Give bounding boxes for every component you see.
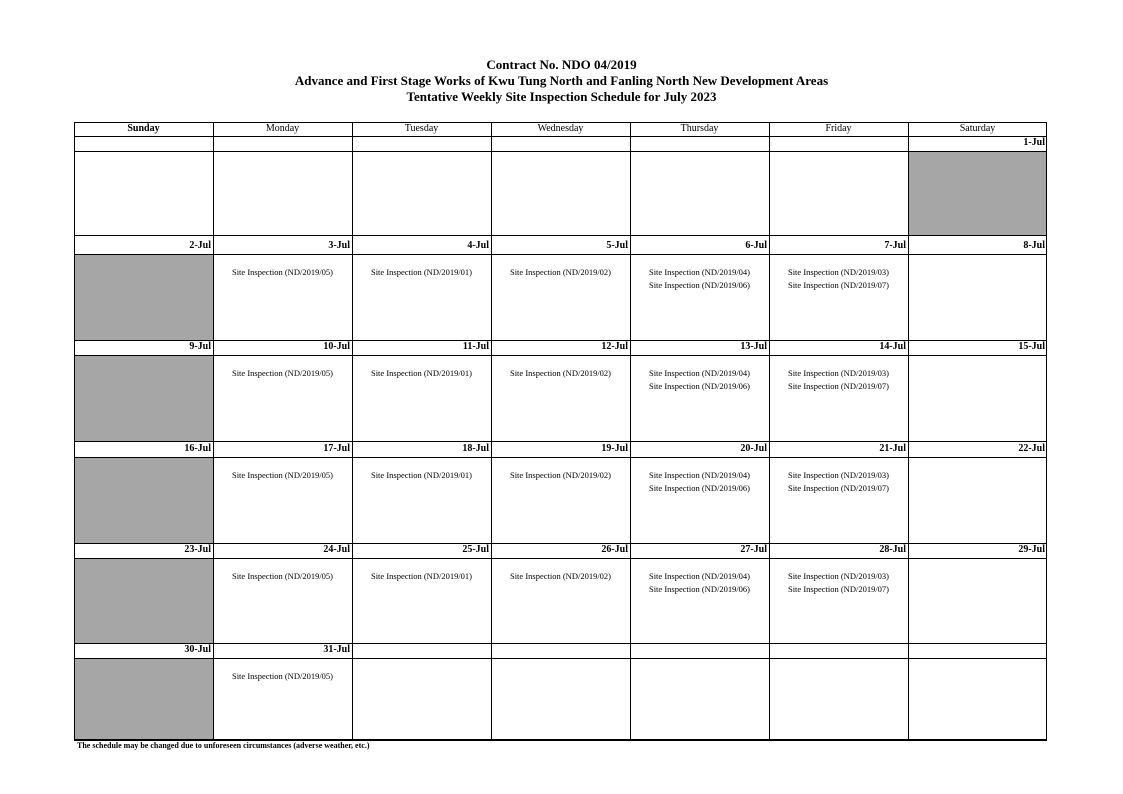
site-inspection-event: Site Inspection (ND/2019/07) — [787, 279, 890, 290]
day-date-label: 6-Jul — [745, 240, 767, 251]
day-cell — [769, 355, 908, 441]
day-cell — [769, 254, 908, 340]
day-date-label: 28-Jul — [879, 544, 906, 555]
day-date-label: 10-Jul — [323, 341, 350, 352]
day-date-label: 11-Jul — [462, 341, 489, 352]
grid-vline — [213, 122, 214, 740]
grid-hline — [74, 558, 1047, 559]
site-inspection-event: Site Inspection (ND/2019/07) — [787, 482, 890, 493]
grid-hline — [74, 355, 1047, 356]
day-cell — [908, 457, 1047, 543]
day-date-label: 18-Jul — [462, 443, 489, 454]
grid-vline — [769, 122, 770, 740]
footnote: The schedule may be changed due to unforeseen circumstances (adverse weather, etc.) — [77, 741, 370, 750]
day-cell — [769, 151, 908, 235]
day-cell — [213, 558, 352, 643]
weekday-header-friday: Friday — [825, 123, 852, 134]
weekday-header-saturday: Saturday — [959, 123, 996, 134]
event-list — [769, 570, 908, 595]
day-cell — [908, 558, 1047, 643]
day-date-label — [352, 643, 491, 657]
day-date-label: 7-Jul — [884, 240, 906, 251]
event-list — [213, 469, 352, 482]
day-cell — [908, 658, 1047, 740]
day-cell — [213, 658, 352, 740]
day-date-label: 2-Jul — [189, 240, 211, 251]
day-cell — [630, 658, 769, 740]
day-date-label: 22-Jul — [1018, 443, 1045, 454]
day-date-label — [769, 643, 908, 657]
day-date-label: 27-Jul — [740, 544, 767, 555]
day-date-label: 4-Jul — [467, 240, 489, 251]
day-date-label — [630, 643, 769, 657]
day-date-label — [491, 643, 630, 657]
grid-hline — [74, 457, 1047, 458]
day-date-label: 1-Jul — [1023, 137, 1045, 148]
event-list — [630, 570, 769, 595]
site-inspection-event: Site Inspection (ND/2019/04) — [648, 267, 751, 277]
day-cell — [908, 355, 1047, 441]
site-inspection-event: Site Inspection (ND/2019/05) — [231, 368, 334, 378]
site-inspection-event: Site Inspection (ND/2019/05) — [231, 571, 334, 581]
day-cell — [769, 457, 908, 543]
grid-vline — [1046, 122, 1047, 740]
day-cell — [630, 355, 769, 441]
site-inspection-event: Site Inspection (ND/2019/04) — [648, 470, 751, 480]
day-date-label: 17-Jul — [323, 443, 350, 454]
site-inspection-event: Site Inspection (ND/2019/05) — [231, 267, 334, 277]
day-date-label: 15-Jul — [1018, 341, 1045, 352]
day-cell — [491, 558, 630, 643]
grid-hline — [74, 658, 1047, 659]
day-date-label — [630, 136, 769, 150]
day-date-label — [213, 136, 352, 150]
day-cell — [74, 658, 213, 740]
site-inspection-event: Site Inspection (ND/2019/01) — [370, 267, 473, 277]
day-date-label — [769, 136, 908, 150]
day-cell — [352, 658, 491, 740]
grid-vline — [630, 122, 631, 740]
day-date-label: 24-Jul — [323, 544, 350, 555]
site-inspection-event: Site Inspection (ND/2019/06) — [648, 279, 751, 290]
day-cell — [769, 658, 908, 740]
grid-vline — [491, 122, 492, 740]
day-date-label: 14-Jul — [879, 341, 906, 352]
event-list — [213, 570, 352, 583]
day-date-label: 5-Jul — [606, 240, 628, 251]
site-inspection-event: Site Inspection (ND/2019/03) — [787, 368, 890, 378]
contract-number: Contract No. NDO 04/2019 — [486, 57, 637, 72]
grid-vline — [74, 122, 75, 740]
event-list — [769, 367, 908, 392]
day-cell — [74, 558, 213, 643]
site-inspection-event: Site Inspection (ND/2019/01) — [370, 368, 473, 378]
event-list — [352, 367, 491, 380]
site-inspection-event: Site Inspection (ND/2019/06) — [648, 482, 751, 493]
day-date-label — [352, 136, 491, 150]
event-list — [213, 367, 352, 380]
event-list — [491, 266, 630, 279]
day-date-label — [74, 136, 213, 150]
site-inspection-event: Site Inspection (ND/2019/01) — [370, 470, 473, 480]
day-date-label: 20-Jul — [740, 443, 767, 454]
day-date-label: 16-Jul — [184, 443, 211, 454]
day-date-label: 8-Jul — [1023, 240, 1045, 251]
event-list — [213, 266, 352, 279]
event-list — [352, 570, 491, 583]
grid-vline — [352, 122, 353, 740]
day-date-label: 13-Jul — [740, 341, 767, 352]
day-cell — [352, 457, 491, 543]
site-inspection-event: Site Inspection (ND/2019/01) — [370, 571, 473, 581]
day-date-label: 19-Jul — [601, 443, 628, 454]
event-list — [630, 469, 769, 494]
day-date-label: 21-Jul — [879, 443, 906, 454]
day-cell — [491, 254, 630, 340]
site-inspection-event: Site Inspection (ND/2019/02) — [509, 571, 612, 581]
event-list — [491, 469, 630, 482]
day-cell — [769, 558, 908, 643]
day-cell — [352, 355, 491, 441]
day-cell — [491, 355, 630, 441]
weekday-header-thursday: Thursday — [680, 123, 719, 134]
grid-hline — [74, 739, 1047, 740]
project-title: Advance and First Stage Works of Kwu Tung North and Fanling North New Development Areas — [294, 73, 829, 88]
grid-hline — [74, 543, 1047, 544]
day-date-label — [908, 643, 1047, 657]
site-inspection-event: Site Inspection (ND/2019/06) — [648, 583, 751, 594]
day-cell — [491, 457, 630, 543]
day-cell — [491, 658, 630, 740]
day-cell — [908, 151, 1047, 235]
day-date-label: 30-Jul — [184, 644, 211, 655]
site-inspection-event: Site Inspection (ND/2019/07) — [787, 583, 890, 594]
site-inspection-event: Site Inspection (ND/2019/02) — [509, 267, 612, 277]
site-inspection-event: Site Inspection (ND/2019/02) — [509, 368, 612, 378]
day-cell — [352, 558, 491, 643]
event-list — [630, 266, 769, 291]
day-cell — [213, 355, 352, 441]
site-inspection-event: Site Inspection (ND/2019/05) — [231, 470, 334, 480]
weekday-header-wednesday: Wednesday — [537, 123, 584, 134]
event-list — [352, 469, 491, 482]
grid-hline — [74, 340, 1047, 341]
day-cell — [630, 254, 769, 340]
day-date-label: 9-Jul — [189, 341, 211, 352]
day-cell — [74, 355, 213, 441]
day-cell — [491, 151, 630, 235]
day-cell — [74, 457, 213, 543]
day-cell — [213, 151, 352, 235]
day-date-label: 12-Jul — [601, 341, 628, 352]
event-list — [352, 266, 491, 279]
day-cell — [74, 254, 213, 340]
site-inspection-event: Site Inspection (ND/2019/05) — [231, 671, 334, 681]
grid-hline — [74, 235, 1047, 236]
day-date-label: 31-Jul — [323, 644, 350, 655]
weekday-header-tuesday: Tuesday — [404, 123, 439, 134]
day-date-label — [491, 136, 630, 150]
schedule-title: Tentative Weekly Site Inspection Schedule for July 2023 — [406, 89, 717, 104]
day-cell — [352, 151, 491, 235]
day-date-label: 25-Jul — [462, 544, 489, 555]
grid-hline — [74, 643, 1047, 644]
grid-hline — [74, 254, 1047, 255]
event-list — [491, 570, 630, 583]
event-list — [769, 469, 908, 494]
day-cell — [213, 254, 352, 340]
day-date-label: 29-Jul — [1018, 544, 1045, 555]
event-list — [213, 670, 352, 683]
day-cell — [630, 457, 769, 543]
day-cell — [630, 151, 769, 235]
day-date-label: 23-Jul — [184, 544, 211, 555]
grid-vline — [908, 122, 909, 740]
grid-hline — [74, 122, 1047, 123]
grid-hline — [74, 441, 1047, 442]
site-inspection-event: Site Inspection (ND/2019/04) — [648, 368, 751, 378]
event-list — [491, 367, 630, 380]
site-inspection-event: Site Inspection (ND/2019/04) — [648, 571, 751, 581]
event-list — [769, 266, 908, 291]
event-list — [630, 367, 769, 392]
day-date-label: 3-Jul — [328, 240, 350, 251]
day-cell — [74, 151, 213, 235]
weekday-header-monday: Monday — [265, 123, 300, 134]
site-inspection-event: Site Inspection (ND/2019/02) — [509, 470, 612, 480]
site-inspection-event: Site Inspection (ND/2019/03) — [787, 267, 890, 277]
site-inspection-event: Site Inspection (ND/2019/07) — [787, 380, 890, 391]
day-cell — [213, 457, 352, 543]
calendar-grid — [74, 122, 1047, 740]
day-date-label: 26-Jul — [601, 544, 628, 555]
site-inspection-event: Site Inspection (ND/2019/03) — [787, 571, 890, 581]
day-cell — [908, 254, 1047, 340]
day-cell — [630, 558, 769, 643]
day-cell — [352, 254, 491, 340]
grid-hline — [74, 136, 1047, 137]
site-inspection-event: Site Inspection (ND/2019/06) — [648, 380, 751, 391]
site-inspection-event: Site Inspection (ND/2019/03) — [787, 470, 890, 480]
grid-hline — [74, 151, 1047, 152]
weekday-header-sunday: Sunday — [127, 123, 160, 134]
